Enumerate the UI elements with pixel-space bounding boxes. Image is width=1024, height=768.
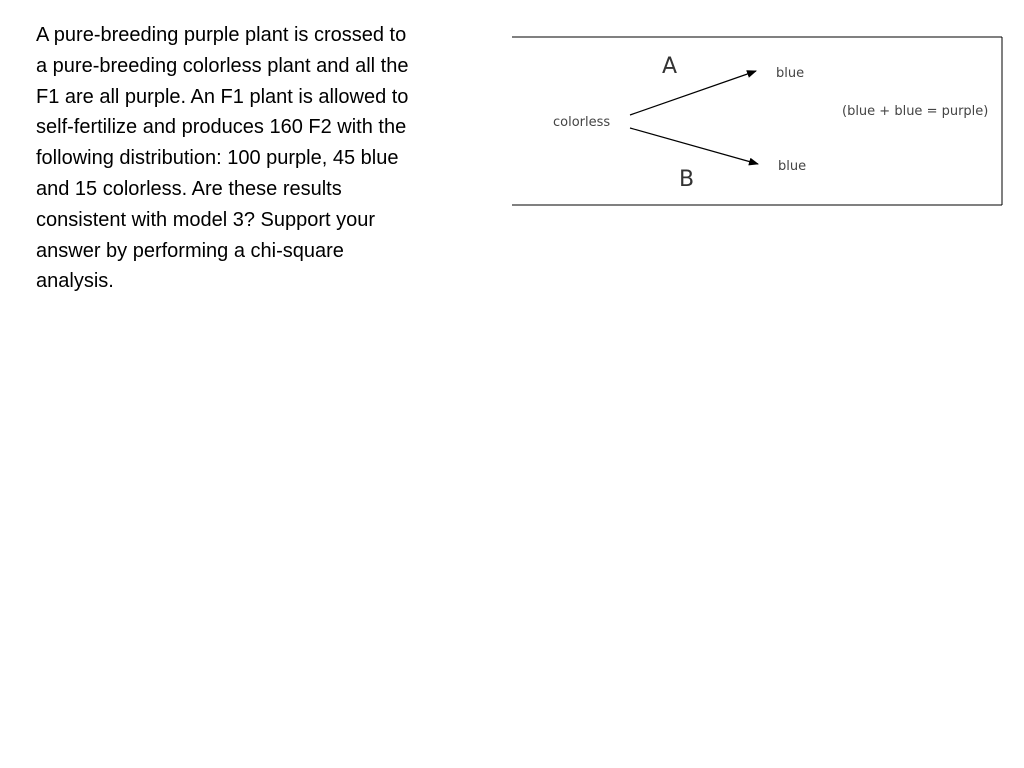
start-label-colorless: colorless: [553, 115, 611, 130]
pathway-arrow-b: [630, 128, 758, 164]
combination-note: (blue + blue = purple): [842, 104, 989, 119]
product-label-blue-a: blue: [776, 66, 805, 81]
question-text: A pure-breeding purple plant is crossed to a pure-breeding colorless plant and all the F1 are all purple. An F1 plant is allowed to self-fertilize and produces 160 F2 with the following distribution: 100 purple, 45 blue and 15 colorless. Are these results consistent with model 3? Support your answer by performing a chi-square analysis.: [36, 24, 409, 293]
path-label-b: B: [679, 167, 695, 192]
path-label-a: A: [662, 54, 678, 79]
model-3-diagram: [512, 34, 1004, 207]
pathway-arrow-a: [630, 71, 756, 115]
product-label-blue-b: blue: [778, 159, 807, 174]
